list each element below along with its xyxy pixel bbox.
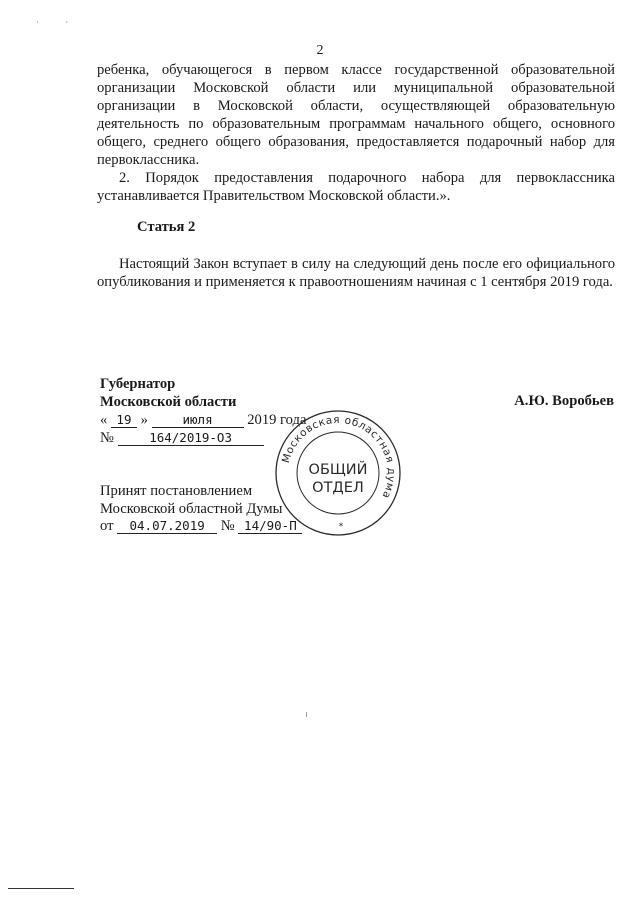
adoption-date-prefix: от [100,518,114,534]
law-number-prefix: № [100,430,114,446]
paragraph-article-2: Настоящий Закон вступает в силу на следующий день после его официального опубликования и применяется к правоотношениям начиная с 1 сентября 2019 года. [97,256,615,290]
adoption-number-prefix: № [220,518,235,534]
stamp-star: * [338,522,344,532]
paragraph-item-2: 2. Порядок предоставления подарочного набора для первоклассника устанавливается Правительством Московской области.». [97,170,615,204]
bottom-rule [8,888,74,889]
date-month: июля [152,412,244,428]
adoption-line-1: Принят постановлением [100,483,253,499]
adoption-number: 14/90-П [238,518,302,534]
stamp-center-line-1: ОБЩИЙ [308,462,368,478]
date-day: 19 [111,412,137,428]
date-open-quote: « [100,412,108,428]
article-heading: Статья 2 [137,219,196,235]
scan-marks: · · [36,17,81,27]
page-number: 2 [316,43,324,58]
adoption-date: 04.07.2019 [117,518,217,534]
signer-name: А.Ю. Воробьев [514,393,614,409]
governor-title: Губернатор [100,376,176,392]
stamp-ring-text: Московская областная дума [280,413,398,501]
date-year: 2019 года [247,412,307,428]
adoption-line-2: Московской областной Думы [100,501,283,517]
law-number: 164/2019-ОЗ [118,430,264,446]
date-close-quote: » [140,412,148,428]
law-number-line [100,429,264,447]
official-stamp [273,408,403,538]
paragraph-continuation: ребенка, обучающегося в первом классе государственной образовательной организации Московской области или муниципальной образовательной организации в Московской области, осуществляющей образовательную деятельность по образовательным программам начального общего, основного общего, среднего общего образования, предоставляется подарочный набор для первоклассника. [97,62,615,168]
governor-region: Московской области [100,394,237,410]
stamp-center-line-2: ОТДЕЛ [312,480,364,496]
scan-mark [306,712,307,717]
